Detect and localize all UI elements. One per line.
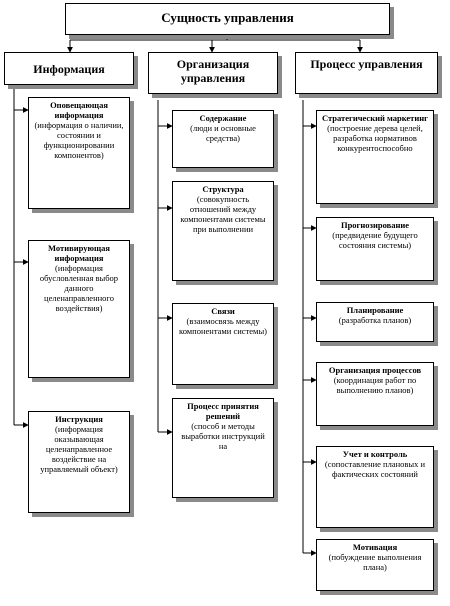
info-item-motivating-name: Мотивирующая информация xyxy=(48,243,110,263)
org-item-decisions-desc: (способ и методы выработки инструкций на xyxy=(181,421,265,451)
org-item-structure xyxy=(172,181,274,281)
process-item-planning xyxy=(316,302,434,342)
process-item-organization xyxy=(316,362,434,426)
process-item-forecasting-desc: (предвидение будущего состояния системы) xyxy=(332,230,418,250)
process-item-accounting-control-name: Учет и контроль xyxy=(342,449,408,459)
org-item-content-desc: (люди и основные средства) xyxy=(190,123,256,143)
org-item-decisions xyxy=(172,398,274,498)
org-item-links-desc: (взаимосвязь между компонентами системы) xyxy=(179,316,267,336)
info-item-motivating-desc: (информация обусловленная выбор данного целенаправленного воздействия) xyxy=(39,263,119,313)
process-item-motivation-name: Мотивация xyxy=(352,542,398,552)
info-item-motivating xyxy=(28,240,130,378)
info-item-notifying-name: Оповещающая информация xyxy=(50,100,108,120)
column-heading-process-text: Процесс управления xyxy=(310,57,423,71)
org-item-links xyxy=(172,303,274,385)
process-item-strategic-marketing-name: Стратегический маркетинг xyxy=(321,113,429,123)
org-item-content-name: Содержание xyxy=(199,113,247,123)
process-item-accounting-control xyxy=(316,446,434,528)
org-item-links-name: Связи xyxy=(211,306,235,316)
org-item-content xyxy=(172,110,274,168)
process-item-motivation xyxy=(316,539,434,591)
info-item-instruction-name: Инструкция xyxy=(55,414,103,424)
column-heading-information-text: Информация xyxy=(33,62,105,76)
column-heading-process xyxy=(295,52,438,94)
process-item-accounting-control-desc: (сопоставление плановых и фактических состояний xyxy=(324,459,426,479)
column-heading-organization-text: Организация управления xyxy=(176,57,250,85)
info-item-instruction-desc: (информация оказывающая целенаправленное воздействие на управляемый объект) xyxy=(40,424,118,474)
info-item-notifying xyxy=(28,97,130,209)
info-item-instruction xyxy=(28,411,130,513)
process-item-organization-name: Организация процессов xyxy=(328,365,422,375)
org-item-decisions-name: Процесс принятия решений xyxy=(187,401,259,421)
org-item-structure-name: Структура xyxy=(202,184,244,194)
diagram-title xyxy=(65,3,390,35)
process-item-strategic-marketing xyxy=(316,110,434,204)
info-item-notifying-desc: (информация о наличии, состоянии и функционировании компонентов) xyxy=(34,120,124,160)
process-item-motivation-desc: (побуждение выполнения плана) xyxy=(328,552,422,572)
column-heading-organization xyxy=(148,52,278,94)
process-item-strategic-marketing-desc: (построение дерева целей, разработка нормативов конкурентоспособно xyxy=(327,123,423,153)
org-item-structure-desc: (совокупность отношений между компонентами системы при выполнении xyxy=(180,194,266,234)
process-item-organization-desc: (координация работ по выполнению планов) xyxy=(333,375,417,395)
process-item-planning-name: Планирование xyxy=(346,305,404,315)
diagram-title-text: Сущность управления xyxy=(161,10,294,25)
process-item-planning-desc: (разработка планов) xyxy=(338,315,412,325)
column-heading-information xyxy=(4,52,134,85)
process-item-forecasting xyxy=(316,217,434,281)
process-item-forecasting-name: Прогнозирование xyxy=(340,220,410,230)
